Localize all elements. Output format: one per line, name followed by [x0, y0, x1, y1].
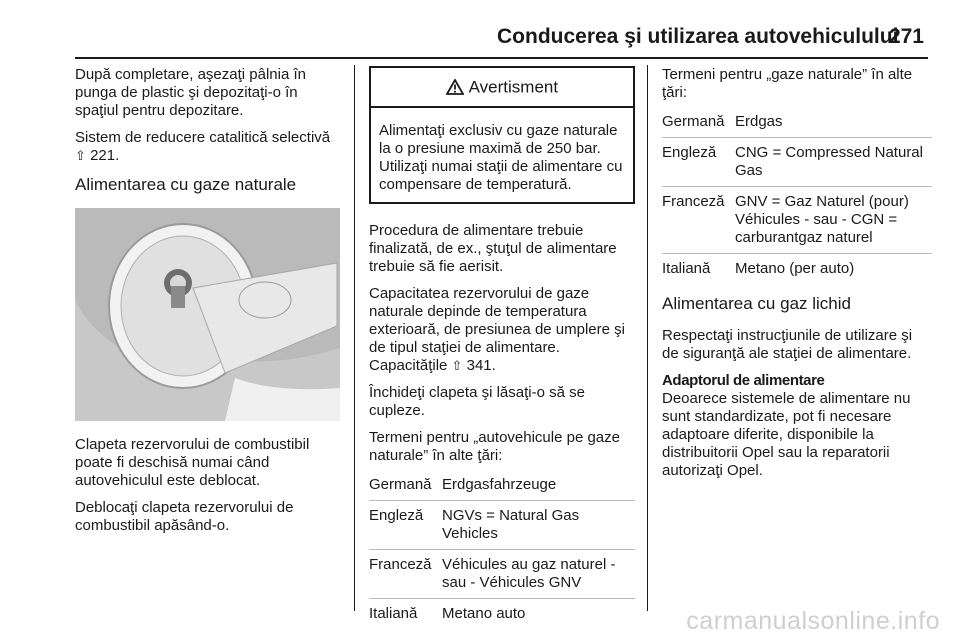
table-cell-language: Germană: [662, 113, 725, 130]
table-cell-term: Erdgasfahrzeuge: [442, 476, 557, 493]
section-heading: Alimentarea cu gaz lichid: [662, 294, 851, 313]
page-number: 271: [888, 25, 924, 48]
paragraph: După completare, aşezaţi pâlnia în punga de plastic şi depozitaţi-o în spaţiul pentru depozitare.: [75, 66, 306, 119]
section-heading: Alimentarea cu gaze naturale: [75, 175, 297, 194]
table-row: [369, 501, 635, 550]
table-row: [662, 254, 932, 285]
paragraph: Capacităţile ⇧ 341.: [369, 357, 496, 374]
table-cell-language: Engleză: [662, 138, 735, 187]
warning-box: [369, 66, 635, 204]
table-row: [662, 187, 932, 254]
paragraph: Termeni pentru „autovehicule pe gaze naturale” în alte ţări:: [369, 429, 620, 464]
column-divider: [354, 65, 355, 611]
table-cell-term: Véhicules au gaz naturel - sau - Véhicules GNV: [442, 550, 635, 599]
page-title: Conducerea şi utilizarea autovehiculului: [497, 25, 899, 48]
column-left: [75, 66, 340, 544]
terms-table: [369, 474, 635, 629]
page-reference: 221.: [90, 147, 120, 164]
reference-arrow-icon: ⇧: [451, 358, 463, 373]
column-right: [662, 66, 932, 489]
table-cell-term: CNG = Compressed Natural Gas: [735, 138, 932, 187]
reference-arrow-icon: ⇧: [75, 148, 86, 163]
table-row: [662, 138, 932, 187]
header-divider: [75, 57, 928, 59]
table-cell-term: Metano (per auto): [735, 254, 932, 285]
fuel-flap-photo: [75, 208, 340, 421]
table-cell-language: Franceză: [662, 187, 735, 254]
paragraph: Închideţi clapeta şi lăsaţi-o să se cupleze.: [369, 384, 585, 419]
paragraph: Termeni pentru „gaze naturale” în alte ţări:: [662, 66, 913, 101]
paragraph: Capacitatea rezervorului de gaze naturale depinde de temperatura exterioară, de presiunea de umplere şi de tipul staţiei de alimentare.: [369, 285, 625, 356]
table-cell-language: Franceză: [369, 550, 442, 599]
table-row: [369, 599, 635, 630]
terms-table: [662, 111, 932, 284]
warning-triangle-icon: [446, 78, 469, 97]
table-cell-language: Italiană: [369, 599, 442, 630]
paragraph: Sistem de reducere catalitică selectivă ⇧ 221.: [75, 129, 331, 164]
table-cell-term: GNV = Gaz Naturel (pour) Véhicules - sau - CGN = carburantgaz naturel: [735, 187, 932, 254]
warning-text: Alimentaţi exclusiv cu gaze naturale la o presiune maximă de 250 bar. Utilizaţi numai staţii de alimentare cu compensare de temperatură.: [379, 122, 623, 193]
table-row: [369, 474, 635, 501]
paragraph: Deblocaţi clapeta rezervorului de combustibil apăsând-o.: [75, 499, 294, 534]
table-cell-language: Italiană: [662, 254, 735, 285]
warning-title: Avertisment: [468, 77, 559, 97]
column-divider: [647, 65, 648, 611]
table-cell-language: Engleză: [369, 501, 442, 550]
paragraph: Respectaţi instrucţiunile de utilizare şi de siguranţă ale staţiei de alimentare.: [662, 327, 913, 362]
site-watermark: carmanualsonline.info: [686, 607, 940, 635]
table-row: [662, 111, 932, 138]
table-cell-term: Erdgas: [735, 113, 783, 130]
table-row: [369, 550, 635, 599]
table-cell-term: NGVs = Natural Gas Vehicles: [442, 501, 635, 550]
paragraph: Deoarece sistemele de alimentare nu sunt standardizate, pot fi necesare adaptoare diferite, disponibile la distribuitorii Opel sau la reparatorii autorizaţi Opel.: [662, 390, 911, 479]
table-cell-language: Germană: [369, 476, 432, 493]
page-reference: 341.: [466, 357, 496, 374]
paragraph: Procedura de alimentare trebuie finalizată, de ex., ştuţul de alimentare trebuie să fie aerisit.: [369, 222, 617, 275]
warning-header: [371, 68, 633, 108]
paragraph: Clapeta rezervorului de combustibil poate fi deschisă numai când autovehiculul este deblocat.: [75, 436, 310, 489]
subsection-heading: Adaptorul de alimentare: [662, 372, 825, 389]
table-cell-term: Metano auto: [442, 599, 635, 630]
column-middle: [369, 66, 635, 638]
